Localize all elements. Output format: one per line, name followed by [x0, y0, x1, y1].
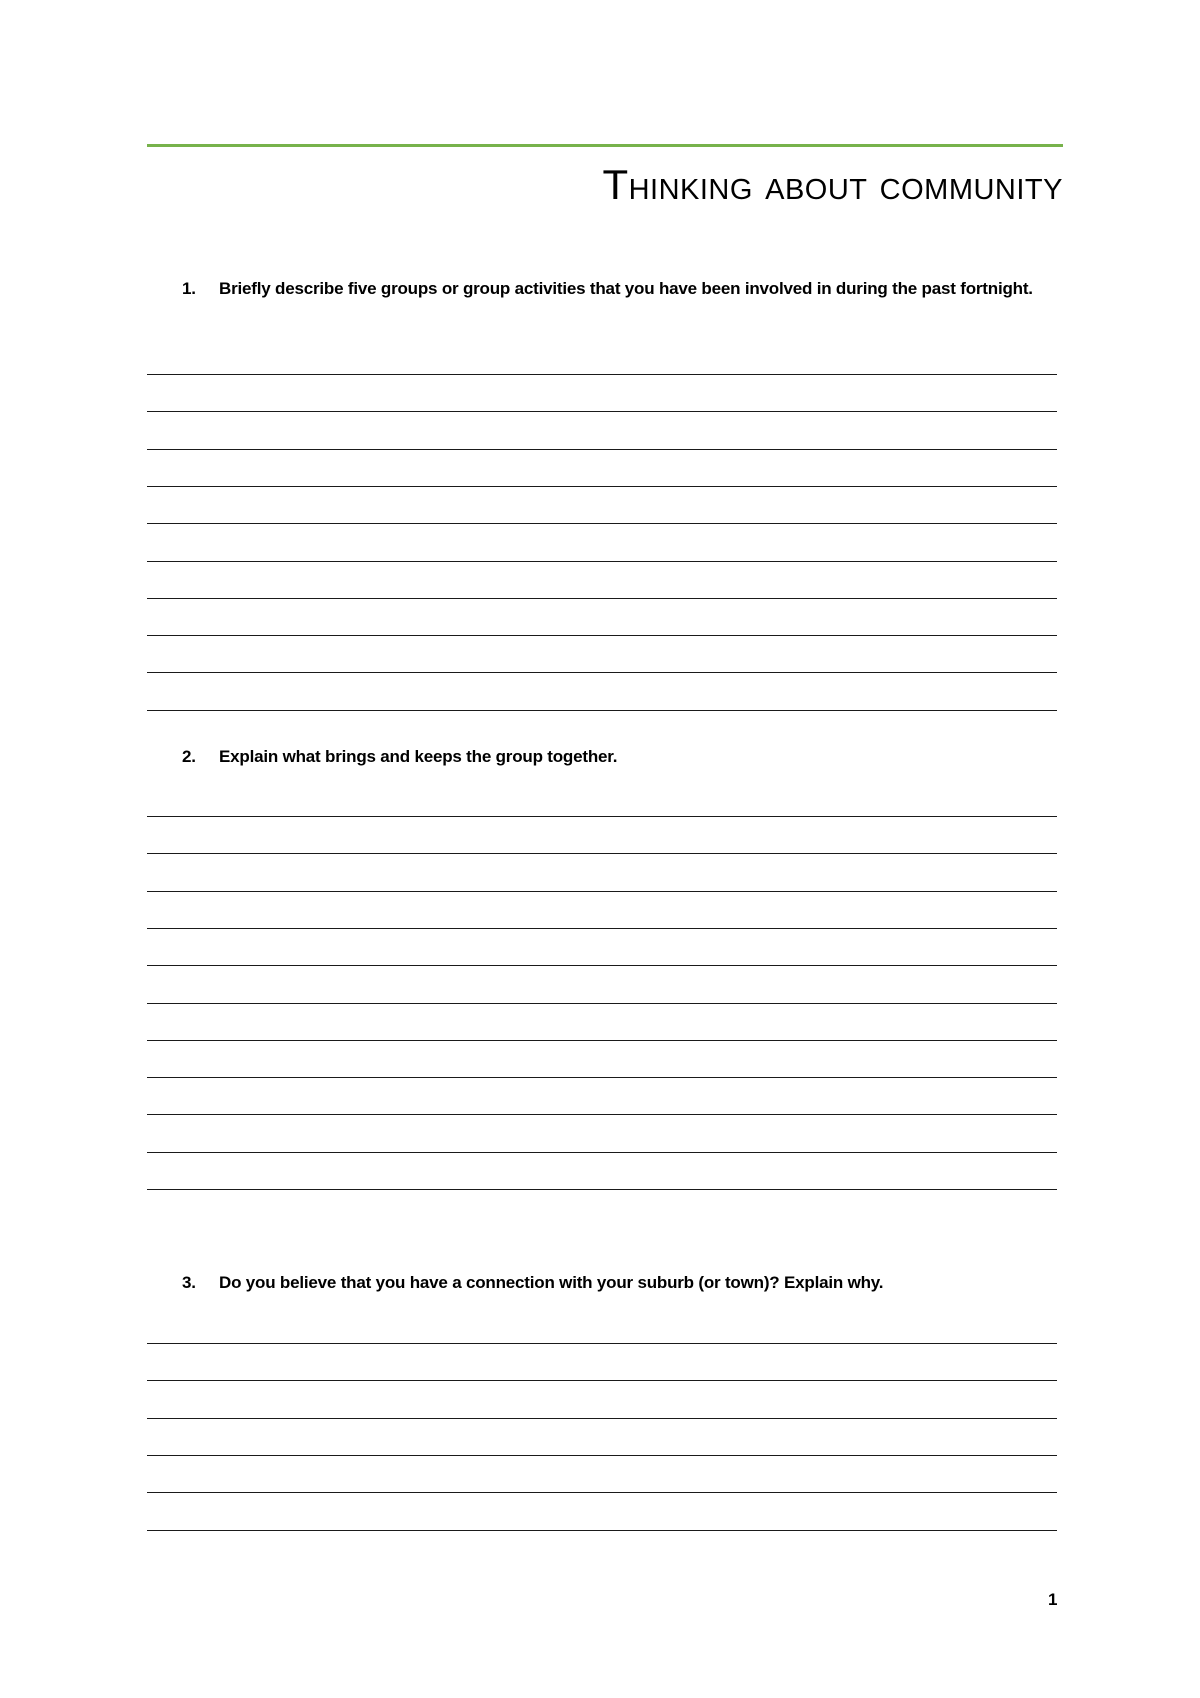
answer-line[interactable] [147, 561, 1057, 562]
answer-line[interactable] [147, 1189, 1057, 1190]
question-1 [182, 278, 1062, 300]
question-2 [182, 746, 1062, 768]
answer-line[interactable] [147, 965, 1057, 966]
answer-line[interactable] [147, 1152, 1057, 1153]
answer-line[interactable] [147, 1114, 1057, 1115]
answer-line[interactable] [147, 1077, 1057, 1078]
answer-line[interactable] [147, 411, 1057, 412]
question-3 [182, 1272, 1062, 1294]
question-3-number: 3. [182, 1273, 196, 1292]
answer-line[interactable] [147, 1455, 1057, 1456]
answer-line[interactable] [147, 374, 1057, 375]
answer-line[interactable] [147, 449, 1057, 450]
answer-line[interactable] [147, 1418, 1057, 1419]
page-number: 1 [1048, 1590, 1058, 1609]
answer-line[interactable] [147, 672, 1057, 673]
answer-line[interactable] [147, 1003, 1057, 1004]
answer-line[interactable] [147, 1040, 1057, 1041]
answer-line[interactable] [147, 816, 1057, 817]
question-2-number: 2. [182, 747, 196, 766]
question-2-text: Explain what brings and keeps the group together. [219, 747, 618, 766]
answer-line[interactable] [147, 928, 1057, 929]
answer-line[interactable] [147, 486, 1057, 487]
answer-line[interactable] [147, 1380, 1057, 1381]
answer-line[interactable] [147, 523, 1057, 524]
header-rule [147, 144, 1063, 147]
answer-line[interactable] [147, 598, 1057, 599]
question-3-text: Do you believe that you have a connection with your suburb (or town)? Explain why. [219, 1273, 884, 1292]
question-1-text: Briefly describe five groups or group activities that you have been involved in during the past fortnight. [219, 279, 1033, 298]
answer-line[interactable] [147, 710, 1057, 711]
answer-line[interactable] [147, 1530, 1057, 1531]
answer-line[interactable] [147, 1343, 1057, 1344]
question-1-number: 1. [182, 279, 196, 298]
answer-line[interactable] [147, 853, 1057, 854]
answer-line[interactable] [147, 635, 1057, 636]
answer-line[interactable] [147, 1492, 1057, 1493]
page-title: Thinking about community [602, 161, 1063, 208]
answer-line[interactable] [147, 891, 1057, 892]
